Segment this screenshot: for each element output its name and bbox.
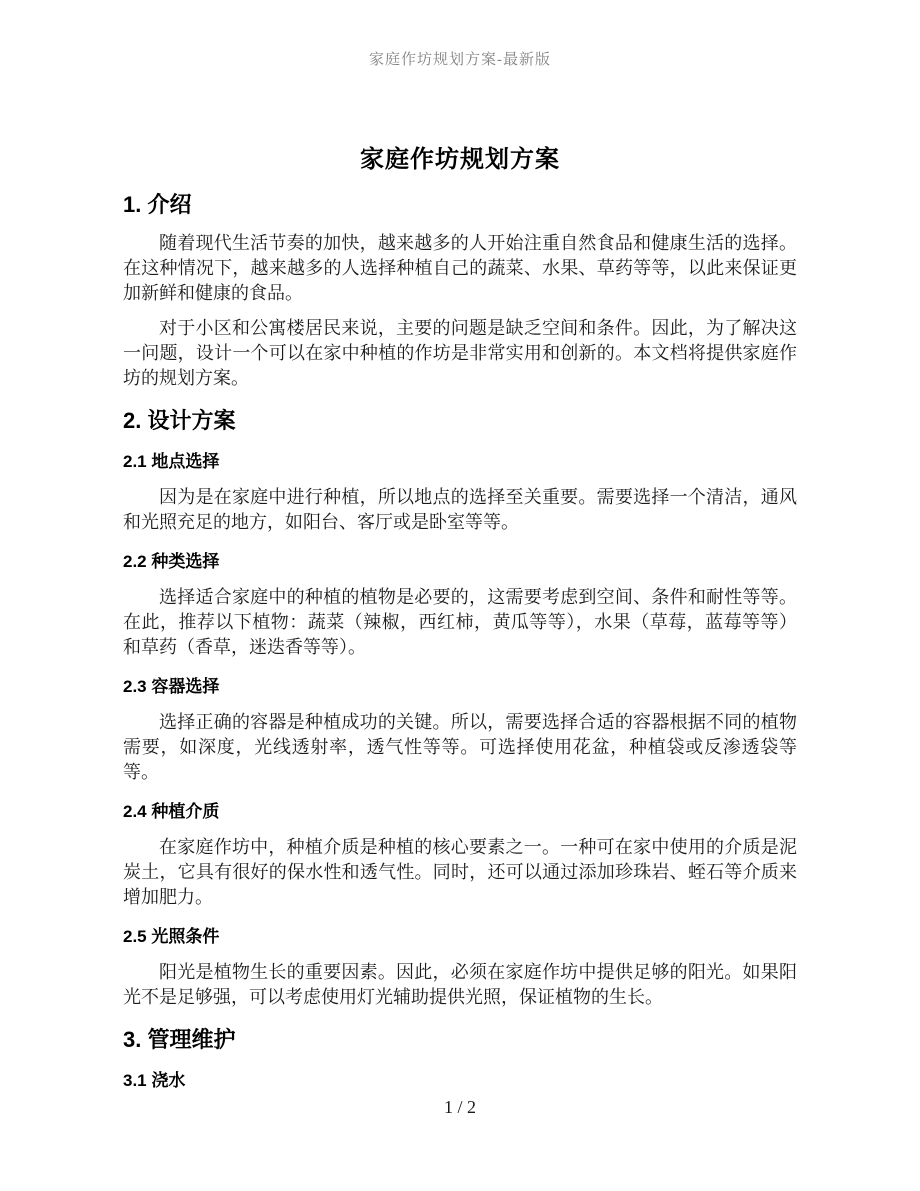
- section-2-1-heading: 2.1 地点选择: [123, 452, 220, 471]
- section-3-1-heading: 3.1 浇水: [123, 1071, 186, 1090]
- document-body: [123, 145, 797, 1104]
- section-2-1-paragraph: 因为是在家庭中进行种植，所以地点的选择至关重要。需要选择一个清洁，通风和光照充足的地方，如阳台、客厅或是卧室等等。: [123, 487, 797, 532]
- section-1-paragraph-1: 随着现代生活节奏的加快，越来越多的人开始注重自然食品和健康生活的选择。在这种情况下，越来越多的人选择种植自己的蔬菜、水果、草药等等，以此来保证更加新鲜和健康的食品。: [123, 233, 797, 303]
- section-1-paragraph-2: 对于小区和公寓楼居民来说，主要的问题是缺乏空间和条件。因此，为了解决这一问题，设计一个可以在家中种植的作坊是非常实用和创新的。本文档将提供家庭作坊的规划方案。: [123, 318, 797, 388]
- section-2-4-heading: 2.4 种植介质: [123, 802, 220, 821]
- section-3-heading: 3. 管理维护: [123, 1027, 236, 1052]
- section-2-3-heading: 2.3 容器选择: [123, 677, 220, 696]
- section-2-heading: 2. 设计方案: [123, 408, 236, 433]
- section-2-5-paragraph: 阳光是植物生长的重要因素。因此，必须在家庭作坊中提供足够的阳光。如果阳光不是足够强，可以考虑使用灯光辅助提供光照，保证植物的生长。: [123, 962, 797, 1007]
- section-2-2-paragraph: 选择适合家庭中的种植的植物是必要的，这需要考虑到空间、条件和耐性等等。在此，推荐以下植物：蔬菜（辣椒，西红柿，黄瓜等等），水果（草莓，蓝莓等等）和草药（香草，迷迭香等等）。: [123, 587, 797, 657]
- page-header-text: 家庭作坊规划方案-最新版: [369, 52, 551, 68]
- section-2-4-paragraph: 在家庭作坊中，种植介质是种植的核心要素之一。一种可在家中使用的介质是泥炭土，它具有很好的保水性和透气性。同时，还可以通过添加珍珠岩、蛭石等介质来增加肥力。: [123, 837, 797, 907]
- section-2-5-heading: 2.5 光照条件: [123, 927, 220, 946]
- section-2-2-heading: 2.2 种类选择: [123, 552, 220, 571]
- section-2-3-paragraph: 选择正确的容器是种植成功的关键。所以，需要选择合适的容器根据不同的植物需要，如深度，光线透射率，透气性等等。可选择使用花盆，种植袋或反渗透袋等等。: [123, 712, 797, 782]
- page-number-indicator: 1 / 2: [443, 1097, 476, 1117]
- document-title: 家庭作坊规划方案: [360, 147, 560, 173]
- section-1-heading: 1. 介绍: [123, 192, 192, 217]
